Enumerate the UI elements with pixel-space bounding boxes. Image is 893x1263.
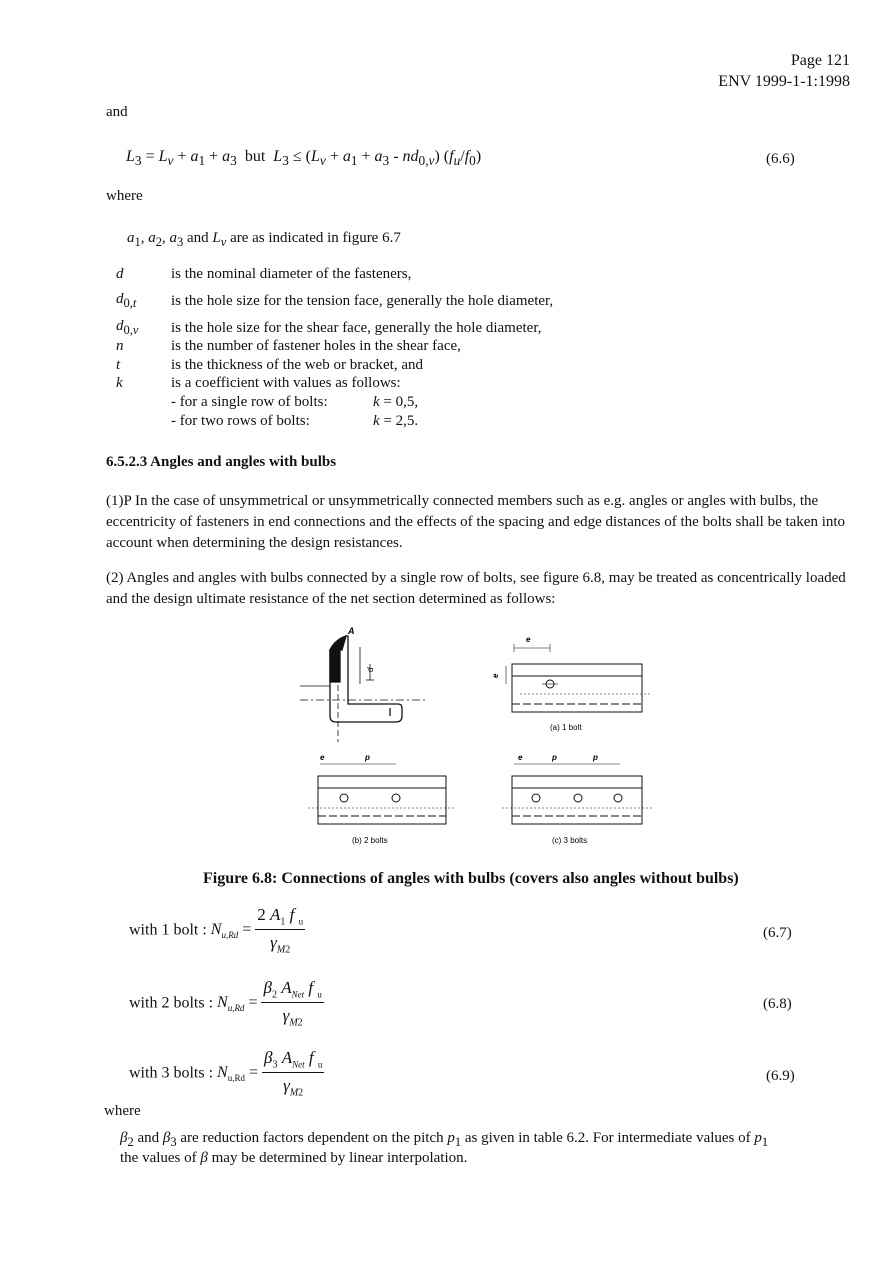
sym-d: d	[116, 266, 124, 282]
equation-number-6-6: (6.6)	[766, 151, 795, 167]
sym-d0v: $d_{0,v}$	[116, 318, 139, 337]
caption-b: (b) 2 bolts	[352, 836, 388, 845]
plan-1-bolt	[506, 644, 650, 712]
plan-2-bolts	[308, 764, 454, 824]
equation-number-6-9: (6.9)	[766, 1068, 795, 1084]
equation-number-6-8: (6.8)	[763, 996, 792, 1012]
k-single-label: - for a single row of bolts:	[171, 394, 328, 410]
paragraph-1: (1)P In the case of unsymmetrical or unsymmetrically connected members such as e.g. angles or angles with bulbs, the eccentricity of fasteners in end connections and the effects of the spacing and edge distances of the bolts shall be taken into account when determining the design resistances.	[106, 493, 846, 551]
def-d0t: is the hole size for the tension face, generally the hole diameter,	[171, 293, 554, 309]
def-t: is the thickness of the web or bracket, and	[171, 357, 424, 373]
label-p1-c1: p	[552, 753, 557, 762]
section-heading: 6.5.2.3 Angles and angles with bulbs	[106, 454, 337, 470]
label-p1-c2: p	[593, 753, 598, 762]
def-k: is a coefficient with values as follows:	[171, 375, 401, 391]
beta-line-2: the values of β may be determined by linear interpolation.	[120, 1150, 468, 1166]
label-d0: d	[366, 667, 375, 672]
symbols-line: $a_1$, $a_2$, $a_3$ and $L_v$ are as indicated in figure 6.7	[127, 230, 401, 249]
def-d: is the nominal diameter of the fasteners,	[171, 266, 412, 282]
label-p1-b: p	[365, 753, 370, 762]
label-a1: A	[348, 626, 355, 636]
equation-6-6: $L_3 = L_v + a_1 + a_3$ but $L_3 \le (L_v + a_1 + a_3 - nd_{0,v})$ $(f_u/f_0)$	[126, 148, 482, 169]
text-where-2: where	[104, 1103, 141, 1119]
k-single-value: k = 0,5,	[373, 394, 419, 410]
figure-6-8	[290, 622, 670, 852]
def-n: is the number of fastener holes in the shear face,	[171, 338, 461, 354]
page-number: Page 121	[790, 52, 850, 69]
def-d0v: is the hole size for the shear face, generally the hole diameter,	[171, 320, 542, 336]
label-e2: e	[491, 673, 500, 678]
angle-cross-section	[330, 636, 402, 722]
caption-c: (c) 3 bolts	[552, 836, 588, 845]
sym-d0t: $d_{0,t}$	[116, 291, 137, 310]
text-and: and	[106, 104, 128, 120]
caption-a: (a) 1 bolt	[550, 723, 582, 732]
standard-code: ENV 1999-1-1:1998	[718, 73, 850, 90]
beta-line-1: $\beta_2$ and $\beta_3$ are reduction factors dependent on the pitch $p_1$ as given in table 6.2. For intermediate values of $p_1$	[120, 1130, 769, 1149]
label-e1-a: e	[526, 635, 531, 644]
sym-t: t	[116, 357, 121, 373]
k-double-value: k = 2,5.	[373, 413, 419, 429]
centre-lines	[300, 640, 426, 742]
figure-caption: Figure 6.8: Connections of angles with bulbs (covers also angles without bulbs)	[203, 870, 739, 887]
label-e1-b: e	[320, 753, 325, 762]
plan-3-bolts	[502, 764, 652, 824]
label-e1-c: e	[518, 753, 523, 762]
sym-n: n	[116, 338, 124, 354]
text-where-1: where	[106, 188, 143, 204]
equation-6-9: with 3 bolts : $N_{u,Rd}$ = $\frac{\beta_3 A_{Net} f _u}{\gamma_{M2}}$	[129, 1048, 323, 1099]
equation-6-7: with 1 bolt : $N_{u,Rd}$ = $\frac{2 A_1 f _u}{\gamma_{M2}}$	[129, 905, 304, 956]
paragraph-2: (2) Angles and angles with bulbs connected by a single row of bolts, see figure 6.8, may be treated as concentrically loaded and the design ultimate resistance of the net section determined as follows:	[106, 570, 846, 607]
k-double-label: - for two rows of bolts:	[171, 413, 310, 429]
equation-6-8: with 2 bolts : $N_{u,Rd}$ = $\frac{\beta_2 A_{Net} f _u}{\gamma_{M2}}$	[129, 978, 322, 1029]
equation-number-6-7: (6.7)	[763, 925, 792, 941]
sym-k: k	[116, 375, 123, 391]
